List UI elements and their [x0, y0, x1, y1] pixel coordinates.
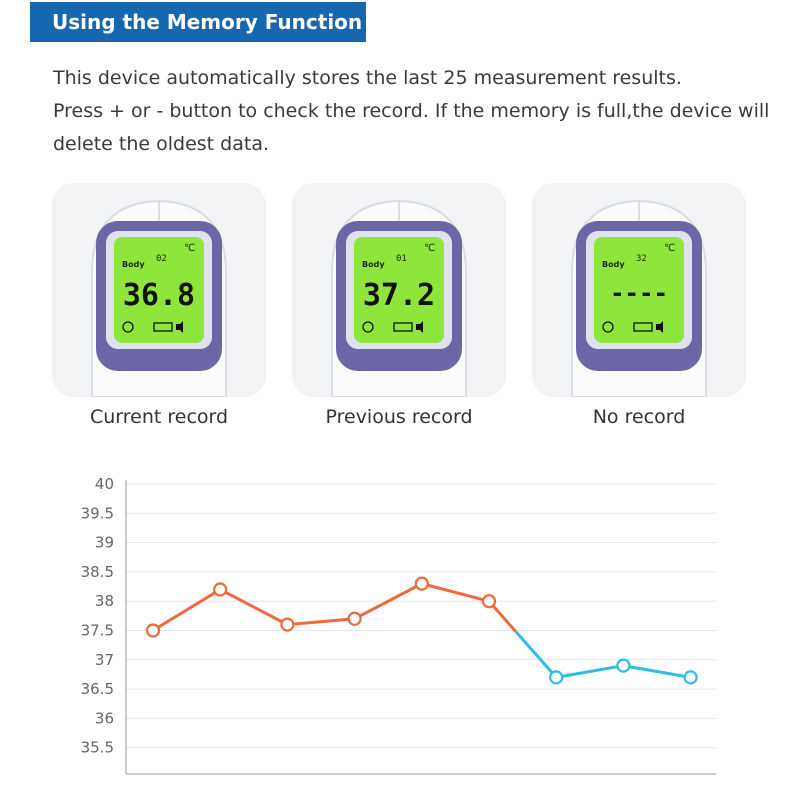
y-tick-label: 39.5	[80, 504, 114, 523]
reading-value: ----	[610, 279, 668, 307]
series-line-segment	[220, 589, 287, 624]
mode-label: Body	[362, 260, 385, 269]
section-title: Using the Memory Function	[52, 10, 363, 34]
data-point	[349, 613, 361, 625]
series-line-segment	[422, 584, 489, 602]
caption-current-record: Current record	[89, 406, 229, 428]
record-index: 32	[636, 254, 647, 264]
y-tick-label: 39	[94, 533, 114, 552]
data-point	[685, 671, 697, 683]
y-tick-label: 35.5	[80, 738, 114, 757]
thermometer-icon	[292, 183, 506, 397]
y-tick-label: 37	[94, 650, 114, 669]
y-tick-label: 38.5	[80, 562, 114, 581]
unit-label: ℃	[664, 243, 676, 254]
y-tick-label: 38	[94, 592, 114, 611]
y-tick-label: 36	[94, 709, 114, 728]
description-line-1: This device automatically stores the last 25 measurement results.	[53, 67, 682, 89]
card-current-record	[52, 183, 266, 397]
thermometer-icon	[52, 183, 266, 397]
data-point	[416, 578, 428, 590]
description-line-2: Press + or - button to check the record. If the memory is full,the device will	[53, 100, 770, 122]
series-line-segment	[556, 666, 623, 678]
reading-value: 36.8	[122, 278, 196, 313]
data-point	[281, 619, 293, 631]
series-line-segment	[516, 632, 556, 678]
chart-canvas	[60, 462, 740, 792]
unit-label: ℃	[184, 243, 196, 254]
data-point	[483, 595, 495, 607]
card-previous-record	[292, 183, 506, 397]
description	[53, 62, 773, 161]
unit-label: ℃	[424, 243, 436, 254]
y-tick-label: 37.5	[80, 621, 114, 640]
caption-no-record: No record	[592, 406, 686, 428]
y-tick-label: 40	[94, 475, 114, 493]
data-point	[214, 583, 226, 595]
mode-label: Body	[122, 260, 145, 269]
data-point	[550, 671, 562, 683]
data-point	[617, 660, 629, 672]
mode-label: Body	[602, 260, 625, 269]
reading-value: 37.2	[362, 278, 436, 313]
y-tick-label: 36.5	[80, 680, 114, 699]
series-line-segment	[623, 666, 690, 678]
temperature-line-chart	[60, 462, 740, 792]
card-no-record	[532, 183, 746, 397]
record-index: 02	[156, 254, 167, 264]
series-line-segment	[287, 619, 354, 625]
record-index: 01	[396, 254, 407, 264]
series-line-segment	[153, 589, 220, 630]
data-point	[147, 625, 159, 637]
section-title-banner	[30, 2, 366, 42]
caption-previous-record: Previous record	[325, 406, 473, 428]
description-line-3: delete the oldest data.	[53, 133, 269, 155]
thermometer-icon	[532, 183, 746, 397]
